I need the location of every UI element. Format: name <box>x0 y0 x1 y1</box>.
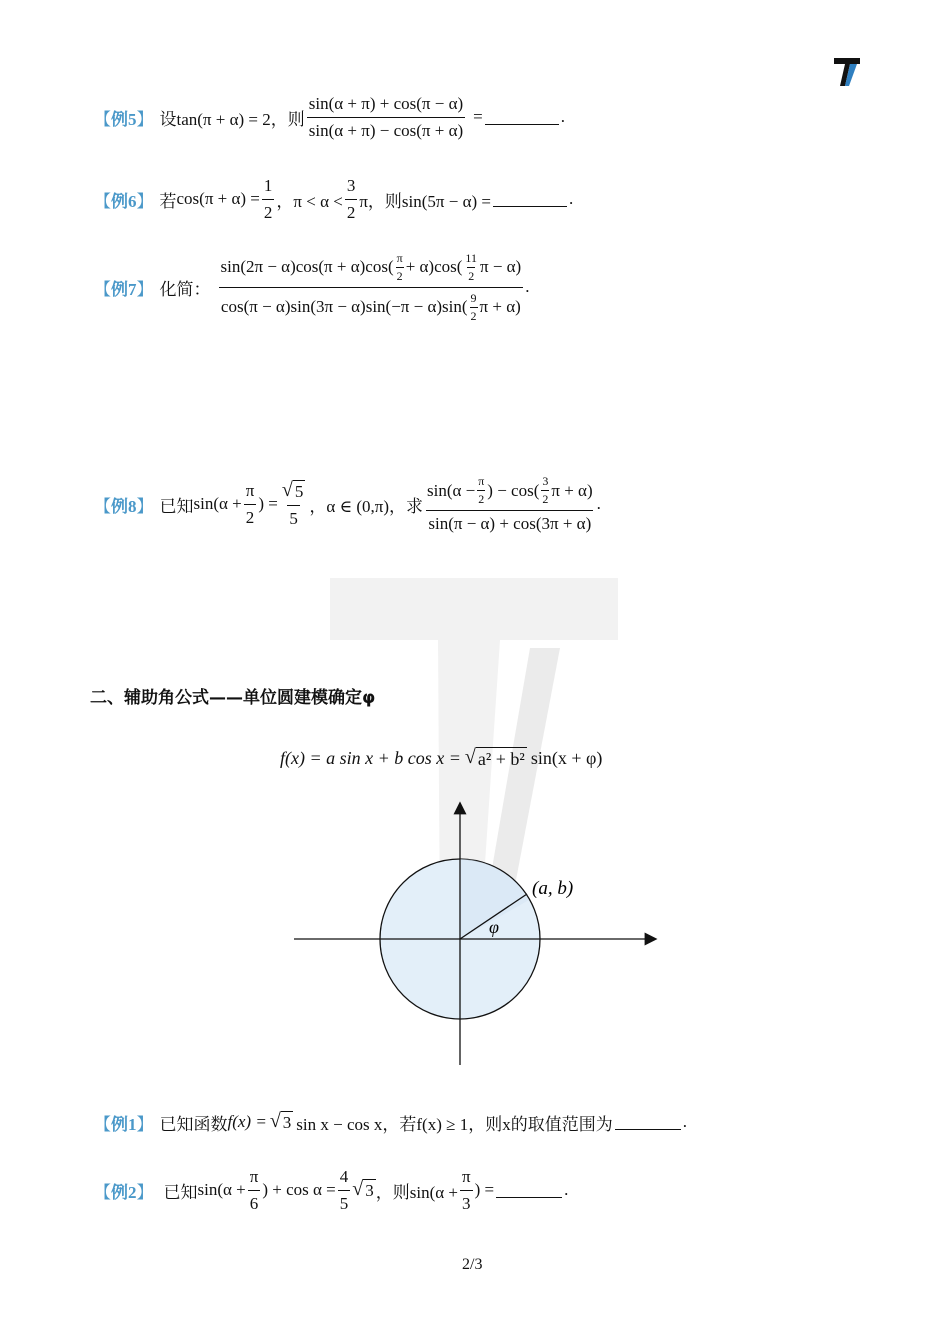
condition-text: sin(α + <box>197 1180 246 1199</box>
condition-text: ，π < α < <box>276 191 343 211</box>
question-text: sin x − cos x，若f(x) ≥ 1，则x的取值范围为 <box>296 1114 613 1134</box>
answer-blank <box>496 1183 562 1198</box>
fraction: $\frac{3}{2}$ <box>346 175 356 222</box>
example-label: 【例8】 <box>94 496 154 516</box>
section-heading: 二、辅助角公式——单位圆建模确定φ <box>90 688 376 708</box>
unit-circle-diagram <box>290 800 660 1068</box>
answer-blank <box>485 110 559 125</box>
example-8: 【例8】 已知 sin(α + $\frac{\pi}{2}$ ) = √ 5 5 ，α ∈ (0,π)，求 sin(α − $\frac{\pi}{2}$ ) − cos( $\frac{3}{2}$ π + α) sin(π − α) + cos(3π + α) . <box>94 474 601 533</box>
example-6: 【例6】 若 cos(π + α) = $\frac{1}{2}$ ，π < α < $\frac{3}{2}$ π，则sin(5π − α) = . <box>94 175 574 222</box>
question-text: ，α ∈ (0,π)，求 <box>309 496 423 516</box>
auxiliary-angle-formula: f(x) = a sin x + b cos x = √ a² + b² sin(x + φ) <box>280 745 603 769</box>
example-text: 已知 <box>159 496 194 516</box>
example-text: 已知 <box>163 1182 198 1202</box>
equals-text: = <box>473 107 483 126</box>
example-label: 【例1】 <box>94 1114 154 1134</box>
example-label: 【例5】 <box>94 109 154 129</box>
example-label: 【例2】 <box>94 1182 154 1202</box>
example-7: 【例7】 化简： sin(2π − α)cos(π + α)cos( $\frac{\pi}{2}$ + α)cos( $\frac{11}{2}$ π − α) cos(π − α)sin(3π − α)sin(−π − α)sin( $\frac{9}{2}$ π + α) . <box>94 250 530 323</box>
condition-text: cos(π + α) = <box>176 189 260 208</box>
example-text: 若 <box>159 191 177 211</box>
question-text: π，则sin(5π − α) = <box>359 191 491 211</box>
point-label: (a, b) <box>532 878 574 899</box>
example-text: 已知函数 <box>159 1114 228 1134</box>
answer-blank <box>615 1115 681 1130</box>
condition-text: ) = <box>258 494 278 513</box>
function-text: f(x) = <box>227 1112 267 1131</box>
angle-label: φ <box>489 917 499 937</box>
example-label: 【例7】 <box>94 279 154 299</box>
brand-logo <box>833 56 861 88</box>
page-number: 2/3 <box>462 1256 483 1273</box>
question-text: ) = <box>474 1180 495 1199</box>
fraction: $\frac{\pi}{3}$ <box>461 1166 471 1213</box>
condition-text: tan(π + α) = 2，则 <box>176 109 305 129</box>
example-1: 【例1】 已知函数 f(x) = √ 3 sin x − cos x，若f(x) ≥ 1，则x的取值范围为 . <box>94 1110 687 1134</box>
fraction: sin(α − $\frac{\pi}{2}$ ) − cos( $\frac{3}{2}$ π + α) sin(π − α) + cos(3π + α) <box>426 474 593 533</box>
example-2: 【例2】 已知 sin(α + $\frac{\pi}{6}$ ) + cos α = $\frac{4}{5}$ √ 3 ，则sin(α + $\frac{\pi}{3}$ ) = . <box>94 1166 569 1213</box>
example-label: 【例6】 <box>94 191 154 211</box>
fraction: $\frac{1}{2}$ <box>263 175 273 222</box>
fraction: $\frac{\pi}{6}$ <box>249 1166 259 1213</box>
fraction: $\frac{4}{5}$ <box>339 1166 349 1213</box>
example-5: 【例5】 设 tan(π + α) = 2，则 $\frac{\sin(\alpha + \pi) + \cos(\pi - \alpha)}{\sin(\alpha + \pi) - \cos(\pi + \alpha)}$ = . <box>94 93 565 140</box>
condition-text: sin(α + <box>193 494 242 513</box>
example-text: 化简： <box>159 279 211 299</box>
example-text: 设 <box>159 109 177 129</box>
fraction: √ 5 5 <box>281 478 304 528</box>
fraction: $\frac{\sin(\alpha + \pi) + \cos(\pi - \alpha)}{\sin(\alpha + \pi) - \cos(\pi + \alpha)}$ <box>308 93 464 140</box>
answer-blank <box>493 192 567 207</box>
condition-text: ) + cos α = <box>262 1180 336 1199</box>
question-text: ，则sin(α + <box>375 1182 458 1202</box>
fraction: sin(2π − α)cos(π + α)cos( $\frac{\pi}{2}$ + α)cos( $\frac{11}{2}$ π − α) cos(π − α)sin(3π − α)sin(−π − α)sin( $\frac{9}{2}$ π + α) <box>220 250 522 323</box>
fraction: $\frac{\pi}{2}$ <box>245 480 255 527</box>
